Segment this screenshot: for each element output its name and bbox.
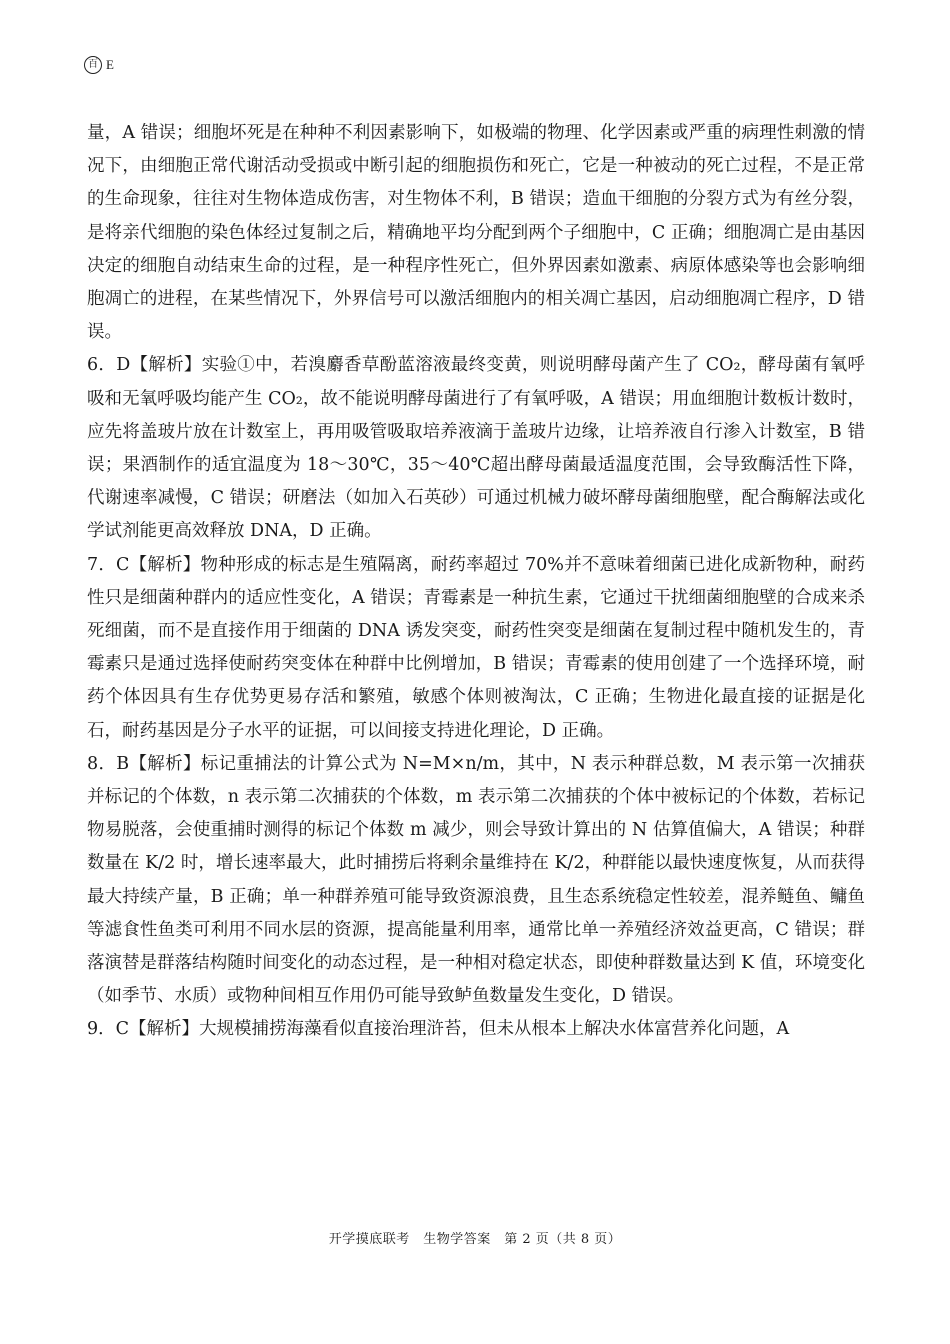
paragraph-q7: 7．C【解析】物种形成的标志是生殖隔离，耐药率超过 70%并不意味着细菌已进化成新物种，耐药性只是细菌种群内的适应性变化，A 错误；青霉素是一种抗生素，它通过干扰细菌细胞壁的合成来杀死细菌，而不是直接作用于细菌的 DNA 诱发突变，耐药性突变是细菌在复制过程中随机发生的，青霉素只是通过选择使耐药突变体在种群中比例增加，B 错误；青霉素的使用创建了一个选择环境，耐药个体因具有生存优势更易存活和繁殖，敏感个体则被淘汰，C 正确；生物进化最直接的证据是化石，耐药基因是分子水平的证据，可以间接支持进化理论，D 正确。 [87, 554, 865, 741]
paragraph-q9: 9．C【解析】大规模捕捞海藻看似直接治理浒苔，但未从根本上解决水体富营养化问题，A [87, 1019, 790, 1040]
logo-circle-mark: 百 [84, 56, 102, 74]
paragraph-q6: 6．D【解析】实验①中，若溴麝香草酚蓝溶液最终变黄，则说明酵母菌产生了 CO₂，酵母菌有氧呼吸和无氧呼吸均能产生 CO₂，故不能说明酵母菌进行了有氧呼吸，A 错误；用血细胞计数板计数时，应先将盖玻片放在计数室上，再用吸管吸取培养液滴于盖玻片边缘，让培养液自行渗入计数室，B 错误；果酒制作的适宜温度为 18～30℃，35～40℃超出酵母菌最适温度范围，会导致酶活性下降，代谢速率减慢，C 错误；研磨法（如加入石英砂）可通过机械力破坏酵母菌细胞壁，配合酶解法或化学试剂能更高效释放 DNA，D 正确。 [87, 355, 865, 542]
logo-letter: E [106, 57, 114, 72]
publisher-logo [84, 56, 114, 74]
paragraph-q5-continued: 量，A 错误；细胞坏死是在种种不利因素影响下，如极端的物理、化学因素或严重的病理性刺激的情况下，由细胞正常代谢活动受损或中断引起的细胞损伤和死亡，它是一种被动的死亡过程，不是正常的生命现象，往往对生物体造成伤害，对生物体不利，B 错误；造血干细胞的分裂方式为有丝分裂，是将亲代细胞的染色体经过复制之后，精确地平均分配到两个子细胞中，C 正确；细胞凋亡是由基因决定的细胞自动结束生命的过程，是一种程序性死亡，但外界因素如激素、病原体感染等也会影响细胞凋亡的进程，在某些情况下，外界信号可以激活细胞内的相关凋亡基因，启动细胞凋亡程序，D 错误。 [87, 123, 865, 343]
page-footer: 开学摸底联考 生物学答案 第 2 页（共 8 页） [328, 1232, 622, 1247]
answer-content [87, 117, 865, 1047]
paragraph-q8: 8．B【解析】标记重捕法的计算公式为 N=M×n/m，其中，N 表示种群总数，M 表示第一次捕获并标记的个体数，n 表示第二次捕获的个体数，m 表示第二次捕获的个体中被标记的个体数，若标记物易脱落，会使重捕时测得的标记个体数 m 减少，则会导致计算出的 N 估算值偏大，A 错误；种群数量在 K/2 时，增长速率最大，此时捕捞后将剩余量维持在 K/2，种群能以最快速度恢复，从而获得最大持续产量，B 正确；单一种群养殖可能导致资源浪费，且生态系统稳定性较差，混养鲢鱼、鳙鱼等滤食性鱼类可利用不同水层的资源，提高能量利用率，通常比单一养殖经济效益更高，C 错误；群落演替是群落结构随时间变化的动态过程，是一种相对稳定状态，即使种群数量达到 K 值，环境变化（如季节、水质）或物种间相互作用仍可能导致鲈鱼数量发生变化，D 错误。 [87, 753, 865, 1007]
